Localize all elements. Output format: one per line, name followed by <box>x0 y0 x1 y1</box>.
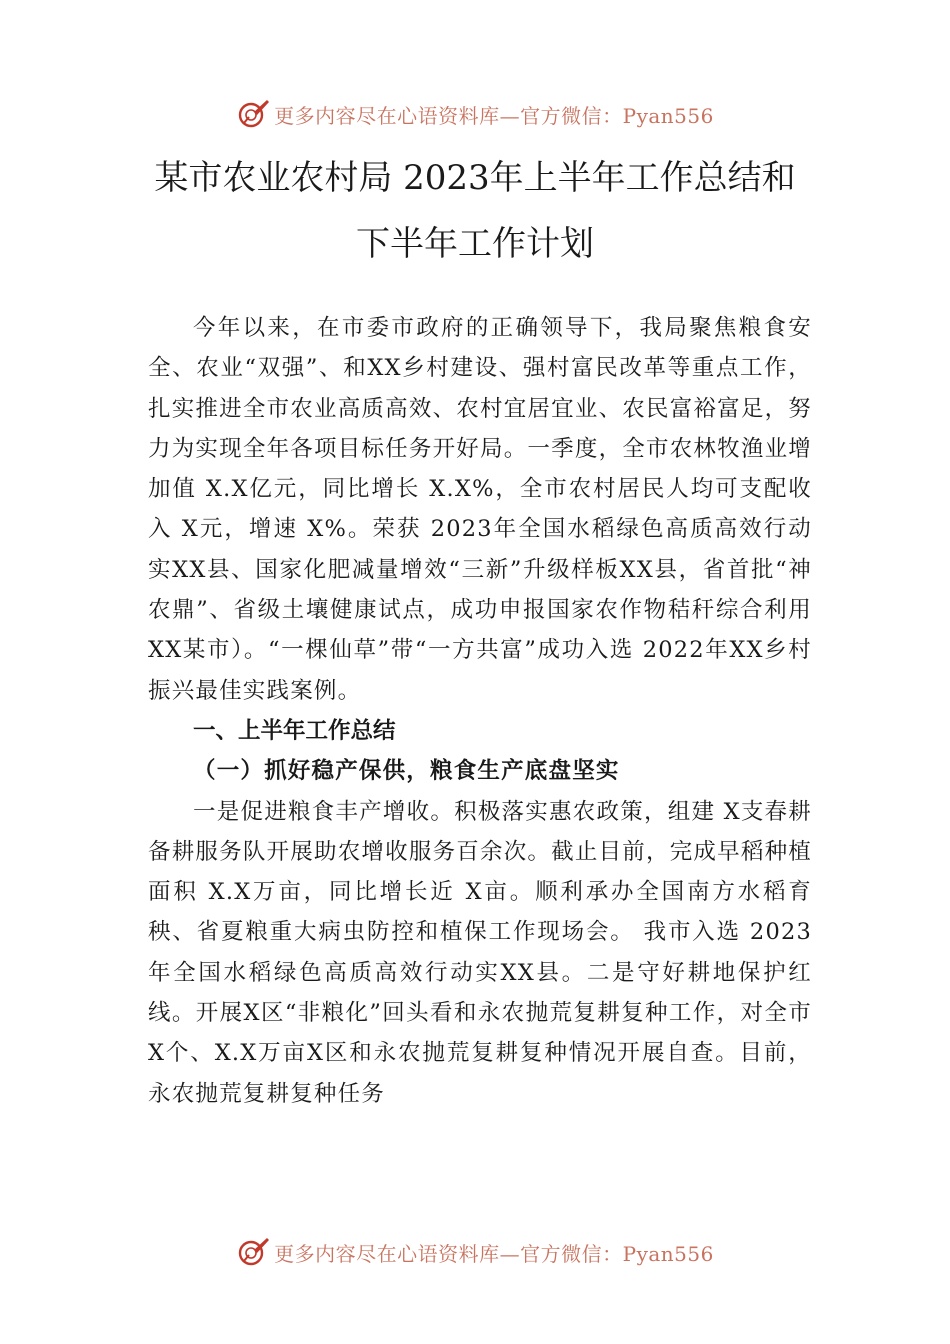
pen-logo-icon <box>236 1235 270 1269</box>
watermark-text: 更多内容尽在心语资料库—官方微信：Pyan556 <box>274 103 714 128</box>
watermark-banner-bottom <box>0 1232 950 1272</box>
section-heading: 一、上半年工作总结 <box>193 717 396 744</box>
subsection-paragraph: 一是促进粮食丰产增收。积极落实惠农政策，组建 X支春耕备耕服务队开展助农增收服务百余次。截止目前，完成早稻种植面积 X.X万亩，同比增长近 X亩。顺利承办全国南方水稻育秧、省夏粮重大病虫防控和植保工作现场会。 我市入选 2023 年全国水稻绿色高质高效行动实XX县。二是守好耕地保护红线。开展X区“非粮化”回头看和永农抛荒复耕复种工作，对全市 X个、X.X万亩X区和永农抛荒复耕复种情况开展自查。目前，永农抛荒复耕复种任务 <box>148 798 812 1107</box>
intro-paragraph: 今年以来，在市委市政府的正确领导下，我局聚焦粮食安全、农业“双强”、和XX乡村建设、强村富民改革等重点工作，扎实推进全市农业高质高效、农村宜居宜业、农民富裕富足，努力为实现全年各项目标任务开好局。一季度，全市农林牧渔业增加值 X.X亿元，同比增长 X.X%，全市农村居民人均可支配收入 X元，增速 X%。荣获 2023年全国水稻绿色高质高效行动实XX县、国家化肥减量增效“三新”升级样板XX县，省首批“神农鼎”、省级土壤健康试点，成功申报国家农作物秸秆综合利用XX某市）。“一棵仙草”带“一方共富”成功入选 2022年XX乡村振兴最佳实践案例。 <box>148 315 812 704</box>
pen-logo-icon <box>236 97 270 131</box>
document-title-line2: 下半年工作计划 <box>356 224 594 264</box>
subsection-heading: （一）抓好稳产保供，粮食生产底盘坚实 <box>193 758 620 785</box>
watermark-banner-top <box>0 94 950 134</box>
watermark-text: 更多内容尽在心语资料库—官方微信：Pyan556 <box>274 1241 714 1266</box>
document-title-line1: 某市农业农村局 2023年上半年工作总结和 <box>154 158 796 198</box>
document-body <box>148 308 812 1114</box>
